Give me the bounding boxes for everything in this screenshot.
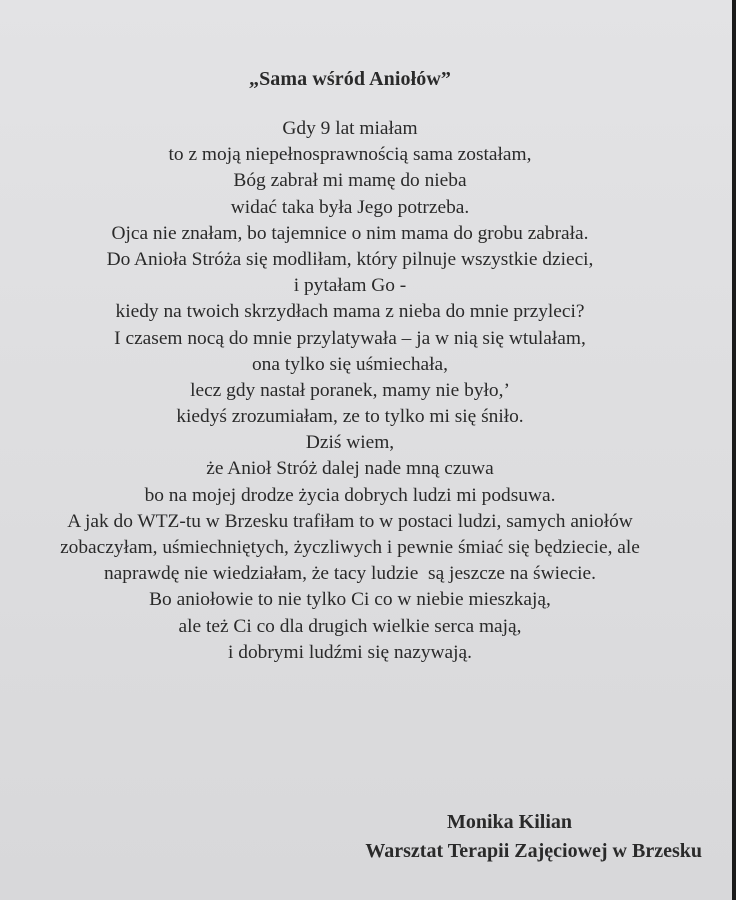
poem-line: ona tylko się uśmiechała, [251,353,448,375]
poem-line: to z moją niepełnosprawnością sama zostałam, [168,144,532,166]
poem-line: Bo aniołowie to nie tylko Ci co w niebie mieszkają, [149,589,551,611]
poem-line: bo na mojej drodze życia dobrych ludzi mi podsuwa. [144,484,556,506]
poem-line: kiedyś zrozumiałam, ze to tylko mi się śniło. [176,406,524,428]
poem-line: lecz gdy nastał poranek, mamy nie było,’ [190,379,510,401]
poem-line: Dziś wiem, [305,432,395,454]
author-name: Monika Kilian [446,811,572,833]
poem-line: i dobrymi ludźmi się nazywają. [228,641,472,663]
page-edge [732,0,736,900]
poem-line: A jak do WTZ-tu w Brzesku trafiłam to w postaci ludzi, samych aniołów [67,510,633,532]
poem-title: „Sama wśród Aniołów” [248,68,452,90]
poem-line: Bóg zabrał mi mamę do nieba [233,170,467,192]
organization-name: Warsztat Terapii Zajęciowej w Brzesku [365,840,702,862]
poem-line: kiedy na twoich skrzydłach mama z nieba do mnie przyleci? [115,301,585,323]
poem-body [0,116,700,666]
poem-line: Gdy 9 lat miałam [282,118,418,139]
poem-line: zobaczyłam, uśmiechniętych, życzliwych i pewnie śmiać się będziecie, ale [60,537,640,558]
poem-line: ale też Ci co dla drugich wielkie serca mają, [178,615,522,637]
poem-line: widać taka była Jego potrzeba. [230,196,470,218]
poem-line: Ojca nie znałam, bo tajemnice o nim mama do grobu zabrała. [111,222,589,244]
poem-line: i pytałam Go - [293,275,407,297]
poem-line: I czasem nocą do mnie przylatywała – ja w nią się wtulałam, [114,327,586,349]
poem-line: że Anioł Stróż dalej nade mną czuwa [206,458,494,480]
poem-line: naprawdę nie wiedziałam, że tacy ludzie są jeszcze na świecie. [103,563,597,585]
poem-line: Do Anioła Stróża się modliłam, który pilnuje wszystkie dzieci, [106,248,594,270]
